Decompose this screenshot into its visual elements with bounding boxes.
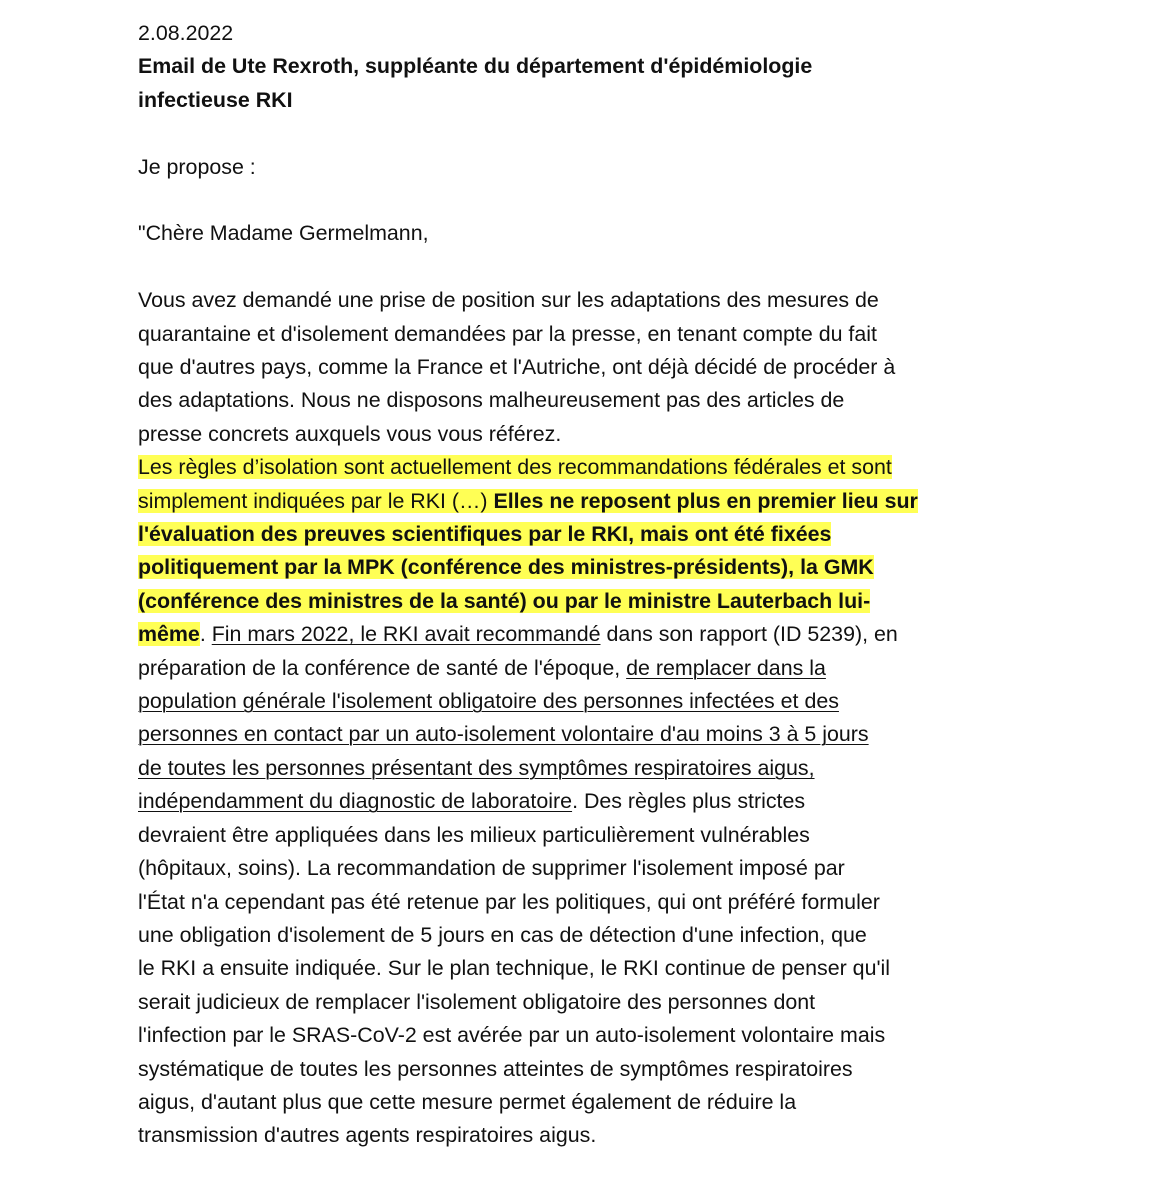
recommendation-paragraph — [138, 652, 1043, 1153]
text-fragment: . — [199, 622, 212, 647]
document-date: 2.08.2022 — [138, 21, 234, 45]
text-line: devraient être appliquées dans les milieux particulièrement vulnérables — [138, 822, 810, 847]
text-line: Vous avez demandé une prise de position sur les adaptations des mesures de — [138, 288, 879, 313]
underlined-text: de remplacer dans la — [626, 655, 826, 680]
highlighted-text: simplement indiquées par le RKI (…) — [138, 488, 494, 513]
text-line: serait judicieux de remplacer l'isolement obligatoire des personnes dont — [138, 989, 816, 1014]
text-line: l'État n'a cependant pas été retenue par les politiques, qui ont préféré formuler — [138, 889, 880, 914]
text-line: des adaptations. Nous ne disposons malheureusement pas des articles de — [138, 388, 845, 413]
text-fragment: préparation de la conférence de santé de l'époque, — [138, 655, 627, 680]
underlined-text: indépendamment du diagnostic de laboratoire — [138, 789, 573, 814]
underlined-text: personnes en contact par un auto-isolement volontaire d'au moins 3 à 5 jours — [138, 722, 869, 747]
intro-paragraph — [138, 284, 1043, 451]
highlighted-bold-text: (conférence des ministres de la santé) ou par le ministre Lauterbach lui- — [138, 588, 871, 613]
highlighted-bold-text: Elles ne reposent plus en premier lieu sur — [493, 488, 918, 513]
spacer — [138, 184, 1043, 217]
text-line: (hôpitaux, soins). La recommandation de supprimer l'isolement imposé par — [138, 856, 845, 881]
text-line: aigus, d'autant plus que cette mesure permet également de réduire la — [138, 1089, 797, 1114]
text-line: que d'autres pays, comme la France et l'Autriche, ont déjà décidé de procéder à — [138, 355, 896, 380]
highlighted-bold-text: politiquement par la MPK (conférence des ministres-présidents), la GMK — [138, 555, 874, 580]
underlined-text: de toutes les personnes présentant des symptômes respiratoires aigus, — [138, 755, 815, 780]
text-line: le RKI a ensuite indiquée. Sur le plan technique, le RKI continue de penser qu'il — [138, 956, 891, 981]
email-heading-line-1: Email de Ute Rexroth, suppléante du département d'épidémiologie — [138, 54, 813, 79]
spacer — [138, 251, 1043, 284]
text-fragment: dans son rapport (ID 5239), en — [600, 622, 898, 647]
highlighted-bold-text: même — [138, 622, 200, 647]
underlined-text: population générale l'isolement obligatoire des personnes infectées et des — [138, 689, 839, 714]
document-page — [138, 17, 1043, 1153]
spacer — [138, 117, 1043, 150]
text-fragment: . Des règles plus strictes — [572, 789, 806, 814]
underlined-text: Fin mars 2022, le RKI avait recommandé — [211, 622, 601, 647]
highlighted-text: Les règles d’isolation sont actuellement des recommandations fédérales et sont — [138, 455, 892, 480]
text-line: presse concrets auxquels vous vous référez. — [138, 421, 562, 446]
text-line: transmission d'autres agents respiratoires aigus. — [138, 1123, 597, 1148]
highlighted-passage — [138, 451, 1043, 651]
propose-line: Je propose : — [138, 154, 256, 179]
text-line: systématique de toutes les personnes atteintes de symptômes respiratoires — [138, 1056, 853, 1081]
highlighted-bold-text: l'évaluation des preuves scientifiques par le RKI, mais ont été fixées — [138, 522, 832, 547]
text-line: l'infection par le SRAS-CoV-2 est avérée par un auto-isolement volontaire mais — [138, 1023, 886, 1048]
salutation: "Chère Madame Germelmann, — [138, 221, 429, 246]
text-line: une obligation d'isolement de 5 jours en cas de détection d'une infection, que — [138, 922, 867, 947]
text-line: quarantaine et d'isolement demandées par la presse, en tenant compte du fait — [138, 321, 877, 346]
email-heading-line-2: infectieuse RKI — [138, 87, 293, 112]
